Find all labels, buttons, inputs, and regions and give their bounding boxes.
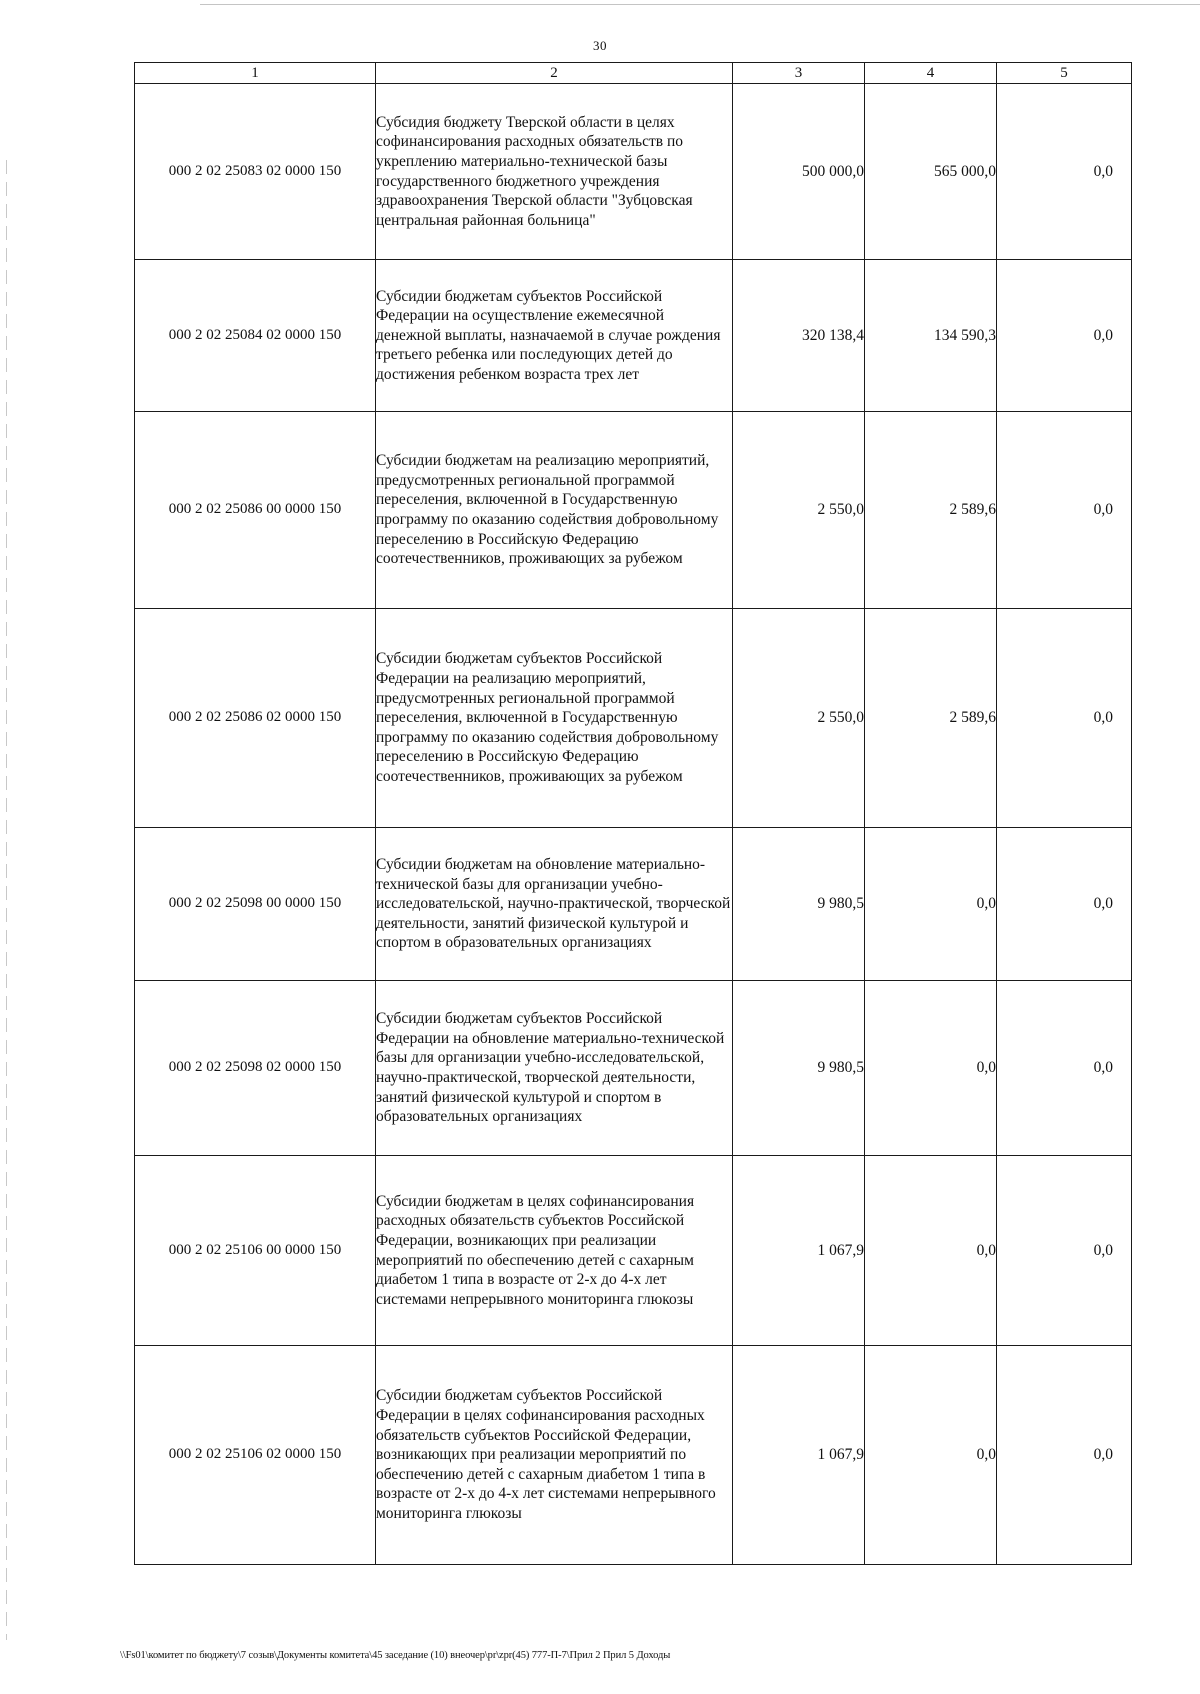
budget-revenue-table bbox=[134, 62, 1132, 1565]
value-cell-col5: 0,0 bbox=[997, 260, 1132, 412]
value-cell-col5: 0,0 bbox=[997, 412, 1132, 609]
value-cell-col3: 1 067,9 bbox=[733, 1346, 865, 1565]
description-cell: Субсидии бюджетам субъектов Российской Федерации на осуществление ежемесячной денежной выплаты, назначаемой в случае рождения третьего ребенка или последующих детей до достижения ребенком возраста трех лет bbox=[376, 260, 733, 412]
description-cell: Субсидии бюджетам субъектов Российской Федерации на реализацию мероприятий, предусмотренных региональной программой переселения, включенной в Государственную программу по оказанию содействия добровольному переселению в Российскую Федерацию соотечественников, проживающих за рубежом bbox=[376, 609, 733, 828]
table-row bbox=[135, 828, 1132, 981]
budget-code-cell: 000 2 02 25098 02 0000 150 bbox=[135, 981, 376, 1156]
column-header-1: 1 bbox=[135, 63, 376, 84]
budget-code-cell: 000 2 02 25086 02 0000 150 bbox=[135, 609, 376, 828]
table-row bbox=[135, 412, 1132, 609]
description-cell: Субсидии бюджетам на обновление материально-технической базы для организации учебно-исследовательской, научно-практической, творческой деятельности, занятий физической культурой и спортом в образовательных организациях bbox=[376, 828, 733, 981]
page-number: 30 bbox=[593, 38, 607, 53]
budget-code-cell: 000 2 02 25098 00 0000 150 bbox=[135, 828, 376, 981]
value-cell-col3: 9 980,5 bbox=[733, 981, 865, 1156]
value-cell-col3: 2 550,0 bbox=[733, 412, 865, 609]
table-row bbox=[135, 260, 1132, 412]
table-row bbox=[135, 84, 1132, 260]
budget-code-cell: 000 2 02 25084 02 0000 150 bbox=[135, 260, 376, 412]
column-header-4: 4 bbox=[865, 63, 997, 84]
table-row bbox=[135, 1156, 1132, 1346]
scan-margin-line bbox=[6, 160, 7, 1640]
value-cell-col5: 0,0 bbox=[997, 981, 1132, 1156]
budget-code-cell: 000 2 02 25083 02 0000 150 bbox=[135, 84, 376, 260]
value-cell-col3: 9 980,5 bbox=[733, 828, 865, 981]
table-row bbox=[135, 1346, 1132, 1565]
value-cell-col5: 0,0 bbox=[997, 1346, 1132, 1565]
budget-code-cell: 000 2 02 25106 02 0000 150 bbox=[135, 1346, 376, 1565]
description-cell: Субсидии бюджетам в целях софинансирования расходных обязательств субъектов Российской Федерации, возникающих при реализации мероприятий по обеспечению детей с сахарным диабетом 1 типа в возрасте от 2-х до 4-х лет системами непрерывного мониторинга глюкозы bbox=[376, 1156, 733, 1346]
value-cell-col4: 2 589,6 bbox=[865, 412, 997, 609]
description-cell: Субсидии бюджетам субъектов Российской Федерации на обновление материально-технической базы для организации учебно-исследовательской, научно-практической, творческой деятельности, занятий физической культурой и спортом в образовательных организациях bbox=[376, 981, 733, 1156]
value-cell-col4: 2 589,6 bbox=[865, 609, 997, 828]
value-cell-col4: 0,0 bbox=[865, 828, 997, 981]
description-cell: Субсидии бюджетам на реализацию мероприятий, предусмотренных региональной программой переселения, включенной в Государственную программу по оказанию содействия добровольному переселению в Российскую Федерацию соотечественников, проживающих за рубежом bbox=[376, 412, 733, 609]
description-cell: Субсидия бюджету Тверской области в целях софинансирования расходных обязательств по укреплению материально-технической базы государственного бюджетного учреждения здравоохранения Тверской области "Зубцовская центральная районная больница" bbox=[376, 84, 733, 260]
value-cell-col3: 2 550,0 bbox=[733, 609, 865, 828]
scan-edge-line bbox=[200, 4, 1200, 5]
value-cell-col4: 0,0 bbox=[865, 1346, 997, 1565]
description-cell: Субсидии бюджетам субъектов Российской Федерации в целях софинансирования расходных обязательств субъектов Российской Федерации, возникающих при реализации мероприятий по обеспечению детей с сахарным диабетом 1 типа в возрасте от 2-х до 4-х лет системами непрерывного мониторинга глюкозы bbox=[376, 1346, 733, 1565]
value-cell-col5: 0,0 bbox=[997, 828, 1132, 981]
value-cell-col4: 565 000,0 bbox=[865, 84, 997, 260]
table-row bbox=[135, 609, 1132, 828]
value-cell-col5: 0,0 bbox=[997, 84, 1132, 260]
value-cell-col3: 320 138,4 bbox=[733, 260, 865, 412]
value-cell-col4: 134 590,3 bbox=[865, 260, 997, 412]
value-cell-col5: 0,0 bbox=[997, 1156, 1132, 1346]
budget-code-cell: 000 2 02 25106 00 0000 150 bbox=[135, 1156, 376, 1346]
table-header-row bbox=[135, 63, 1132, 84]
budget-code-cell: 000 2 02 25086 00 0000 150 bbox=[135, 412, 376, 609]
table-row bbox=[135, 981, 1132, 1156]
column-header-2: 2 bbox=[376, 63, 733, 84]
value-cell-col4: 0,0 bbox=[865, 1156, 997, 1346]
value-cell-col3: 1 067,9 bbox=[733, 1156, 865, 1346]
value-cell-col3: 500 000,0 bbox=[733, 84, 865, 260]
value-cell-col4: 0,0 bbox=[865, 981, 997, 1156]
footer-file-path: \\Fs01\комитет по бюджету\7 созыв\Документы комитета\45 заседание (10) внеочер\pr\zpr(45) 777-П-7\Прил 2 Прил 5 Доходы bbox=[120, 1650, 671, 1661]
value-cell-col5: 0,0 bbox=[997, 609, 1132, 828]
column-header-5: 5 bbox=[997, 63, 1132, 84]
column-header-3: 3 bbox=[733, 63, 865, 84]
